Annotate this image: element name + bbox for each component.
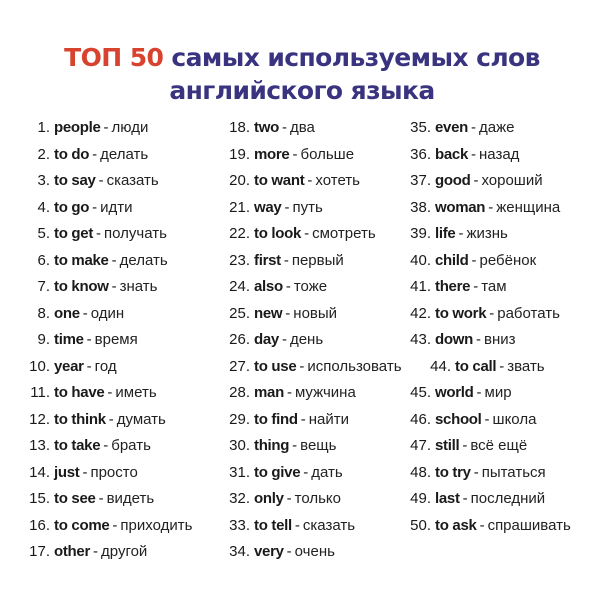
russian-translation: мужчина [294, 384, 356, 401]
entry-number: 40. [410, 251, 431, 269]
russian-translation: два [289, 119, 315, 136]
word-entry [405, 513, 571, 540]
dash-separator: - [476, 384, 482, 401]
dash-separator: - [473, 278, 479, 295]
russian-translation: путь [292, 198, 323, 216]
english-word: last [435, 490, 460, 507]
word-entry [405, 433, 571, 460]
dash-separator: - [112, 516, 118, 534]
russian-translation: иметь [115, 384, 157, 401]
entry-number: 34. [229, 543, 250, 560]
russian-translation: время [94, 331, 138, 348]
dash-separator: - [96, 225, 102, 242]
entry-number: 24. [229, 278, 250, 295]
dash-separator: - [103, 437, 109, 454]
english-word: school [435, 410, 482, 428]
english-word: just [54, 463, 80, 481]
page-title [0, 41, 604, 107]
dash-separator: - [299, 357, 305, 375]
word-entry [405, 142, 571, 169]
english-word: to find [254, 410, 298, 428]
word-entry [224, 354, 402, 381]
word-entry [24, 539, 192, 566]
word-entry [405, 486, 571, 513]
dash-separator: - [93, 543, 99, 560]
entry-number: 3. [37, 172, 50, 189]
russian-translation: хотеть [315, 172, 360, 189]
english-word: to look [254, 225, 302, 242]
entry-number: 19. [229, 145, 250, 163]
english-word: good [435, 172, 471, 189]
russian-translation: день [289, 331, 324, 348]
word-entry [405, 274, 571, 301]
dash-separator: - [488, 198, 494, 216]
english-word: still [435, 437, 460, 454]
entry-number: 8. [37, 304, 50, 322]
word-entry [24, 407, 192, 434]
russian-translation: знать [119, 278, 158, 295]
word-entry [224, 327, 402, 354]
word-column-2 [224, 115, 402, 566]
entry-number: 29. [229, 410, 250, 428]
word-entry [24, 433, 192, 460]
dash-separator: - [82, 463, 88, 481]
entry-number: 27. [229, 357, 250, 375]
title-line-2: английского языка [169, 75, 435, 105]
entry-number: 7. [37, 278, 50, 295]
english-word: back [435, 145, 468, 163]
dash-separator: - [281, 119, 287, 136]
dash-separator: - [103, 119, 109, 136]
english-word: to tell [254, 516, 292, 534]
english-word: other [54, 543, 91, 560]
entry-number: 10. [29, 357, 50, 375]
entry-number: 33. [229, 516, 250, 534]
dash-separator: - [285, 304, 291, 322]
dash-separator: - [111, 278, 117, 295]
dash-separator: - [471, 251, 477, 269]
dash-separator: - [475, 331, 481, 348]
entry-number: 36. [410, 145, 431, 163]
entry-number: 35. [410, 119, 431, 136]
english-word: only [254, 490, 284, 507]
russian-translation: там [481, 278, 507, 295]
english-word: to come [54, 516, 110, 534]
dash-separator: - [92, 198, 98, 216]
dash-separator: - [479, 516, 485, 534]
russian-translation: идти [100, 198, 133, 216]
english-word: to want [254, 172, 305, 189]
english-word: to say [54, 172, 96, 189]
entry-number: 44. [430, 357, 451, 375]
entry-number: 37. [410, 172, 431, 189]
english-word: first [254, 251, 281, 269]
russian-translation: год [94, 357, 117, 375]
word-entry [405, 168, 571, 195]
word-entry [224, 274, 402, 301]
english-word: way [254, 198, 282, 216]
russian-translation: сказать [106, 172, 159, 189]
dash-separator: - [473, 463, 479, 481]
entry-number: 18. [229, 119, 250, 136]
entry-number: 12. [29, 410, 50, 428]
english-word: down [435, 331, 473, 348]
russian-translation: делать [119, 251, 168, 269]
word-entry [224, 301, 402, 328]
word-entry [24, 380, 192, 407]
russian-translation: звать [507, 357, 545, 375]
dash-separator: - [98, 490, 104, 507]
word-entry [24, 301, 192, 328]
entry-number: 48. [410, 463, 431, 481]
word-entry [224, 407, 402, 434]
entry-number: 15. [29, 490, 50, 507]
word-entry [224, 248, 402, 275]
english-word: to have [54, 384, 105, 401]
dash-separator: - [300, 410, 306, 428]
dash-separator: - [292, 145, 298, 163]
entry-number: 49. [410, 490, 431, 507]
word-entry [405, 407, 571, 434]
word-entry [24, 115, 192, 142]
english-word: thing [254, 437, 290, 454]
word-entry [224, 486, 402, 513]
dash-separator: - [471, 145, 476, 163]
dash-separator: - [86, 331, 92, 348]
english-word: world [435, 384, 474, 401]
entry-number: 38. [410, 198, 431, 216]
russian-translation: первый [291, 251, 344, 269]
entry-number: 1. [37, 119, 50, 136]
russian-translation: женщина [496, 198, 561, 216]
russian-translation: брать [111, 437, 151, 454]
entry-number: 41. [410, 278, 431, 295]
russian-translation: школа [492, 410, 537, 428]
entry-number: 13. [29, 437, 50, 454]
dash-separator: - [307, 172, 313, 189]
dash-separator: - [458, 225, 464, 242]
dash-separator: - [499, 357, 505, 375]
dash-separator: - [86, 357, 92, 375]
entry-number: 17. [29, 543, 50, 560]
english-word: day [254, 331, 279, 348]
russian-translation: ребёнок [479, 251, 537, 269]
word-entry [24, 221, 192, 248]
word-entry [425, 354, 571, 381]
russian-translation: смотреть [312, 225, 376, 242]
word-entry [405, 327, 571, 354]
russian-translation: видеть [106, 490, 155, 507]
dash-separator: - [484, 410, 490, 428]
english-word: very [254, 543, 284, 560]
word-entry [224, 221, 402, 248]
russian-translation: очень [294, 543, 335, 560]
entry-number: 28. [229, 384, 250, 401]
word-entry [24, 486, 192, 513]
russian-translation: только [294, 490, 341, 507]
english-word: man [254, 384, 284, 401]
english-word: people [54, 119, 101, 136]
russian-translation: тоже [293, 278, 328, 295]
russian-translation: люди [111, 119, 149, 136]
dash-separator: - [108, 410, 114, 428]
entry-number: 42. [410, 304, 431, 322]
russian-translation: получать [104, 225, 167, 242]
entry-number: 9. [37, 331, 50, 348]
russian-translation: последний [470, 490, 546, 507]
russian-translation: сказать [302, 516, 356, 534]
title-accent: ТОП 50 [64, 42, 164, 72]
entry-number: 5. [37, 225, 50, 242]
word-entry [224, 433, 402, 460]
russian-translation: хороший [481, 172, 543, 189]
english-word: one [54, 304, 80, 322]
entry-number: 11. [30, 384, 50, 401]
english-word: two [254, 119, 279, 136]
dash-separator: - [286, 543, 292, 560]
entry-number: 26. [229, 331, 250, 348]
russian-translation: один [90, 304, 125, 322]
entry-number: 21. [229, 198, 250, 216]
word-entry [405, 380, 571, 407]
entry-number: 50. [410, 516, 431, 534]
english-word: more [254, 145, 290, 163]
dash-separator: - [283, 251, 289, 269]
english-word: to take [54, 437, 101, 454]
word-entry [24, 168, 192, 195]
entry-number: 4. [37, 198, 50, 216]
dash-separator: - [92, 145, 98, 163]
russian-translation: думать [116, 410, 166, 428]
english-word: to think [54, 410, 106, 428]
english-word: to do [54, 145, 90, 163]
entry-number: 6. [37, 251, 50, 269]
english-word: even [435, 119, 468, 136]
english-word: to get [54, 225, 94, 242]
dash-separator: - [294, 516, 300, 534]
russian-translation: использовать [307, 357, 402, 375]
dash-separator: - [286, 384, 292, 401]
word-entry [24, 195, 192, 222]
russian-translation: вниз [483, 331, 516, 348]
word-entry [224, 513, 402, 540]
word-entry [24, 142, 192, 169]
word-entry [224, 380, 402, 407]
dash-separator: - [489, 304, 495, 322]
english-word: to make [54, 251, 109, 269]
word-entry [405, 301, 571, 328]
word-entry [405, 115, 571, 142]
word-entry [24, 274, 192, 301]
word-entry [224, 195, 402, 222]
russian-translation: новый [293, 304, 338, 322]
russian-translation: просто [90, 463, 138, 481]
russian-translation: другой [101, 543, 148, 560]
english-word: to ask [435, 516, 477, 534]
entry-number: 2. [37, 145, 50, 163]
dash-separator: - [285, 278, 291, 295]
russian-translation: найти [308, 410, 349, 428]
english-word: time [54, 331, 84, 348]
english-word: woman [435, 198, 486, 216]
entry-number: 14. [29, 463, 50, 481]
word-entry [224, 142, 402, 169]
english-word: to go [54, 198, 90, 216]
english-word: child [435, 251, 469, 269]
english-word: life [435, 225, 456, 242]
dash-separator: - [471, 119, 476, 136]
english-word: also [254, 278, 283, 295]
english-word: to see [54, 490, 96, 507]
word-entry [224, 539, 402, 566]
english-word: to use [254, 357, 297, 375]
entry-number: 23. [229, 251, 250, 269]
russian-translation: больше [300, 145, 355, 163]
word-entry [224, 460, 402, 487]
dash-separator: - [82, 304, 88, 322]
dash-separator: - [98, 172, 104, 189]
entry-number: 22. [229, 225, 250, 242]
english-word: year [54, 357, 84, 375]
dash-separator: - [462, 490, 468, 507]
entry-number: 45. [410, 384, 431, 401]
dash-separator: - [304, 225, 310, 242]
dash-separator: - [473, 172, 479, 189]
entry-number: 31. [229, 463, 250, 481]
english-word: to work [435, 304, 487, 322]
russian-translation: всё ещё [470, 437, 528, 454]
dash-separator: - [111, 251, 117, 269]
dash-separator: - [462, 437, 468, 454]
english-word: to know [54, 278, 109, 295]
english-word: to call [455, 357, 497, 375]
entry-number: 32. [229, 490, 250, 507]
entry-number: 30. [229, 437, 250, 454]
word-entry [24, 354, 192, 381]
entry-number: 25. [229, 304, 250, 322]
word-entry [405, 221, 571, 248]
english-word: new [254, 304, 283, 322]
word-entry [405, 195, 571, 222]
russian-translation: мир [484, 384, 512, 401]
russian-translation: даже [479, 119, 515, 136]
russian-translation: делать [100, 145, 149, 163]
title-line-1 [0, 41, 604, 74]
dash-separator: - [107, 384, 113, 401]
english-word: there [435, 278, 471, 295]
word-entry [24, 460, 192, 487]
entry-number: 43. [410, 331, 431, 348]
entry-number: 16. [29, 516, 50, 534]
dash-separator: - [286, 490, 292, 507]
dash-separator: - [281, 331, 287, 348]
russian-translation: работать [497, 304, 560, 322]
entry-number: 39. [410, 225, 431, 242]
word-entry [24, 327, 192, 354]
word-entry [405, 248, 571, 275]
russian-translation: спрашивать [487, 516, 571, 534]
russian-translation: приходить [120, 516, 193, 534]
word-column-1 [24, 115, 192, 566]
entry-number: 46. [410, 410, 431, 428]
dash-separator: - [284, 198, 290, 216]
russian-translation: назад [479, 145, 520, 163]
entry-number: 20. [229, 172, 250, 189]
title-rest: самых используемых слов [163, 42, 540, 72]
word-entry [224, 115, 402, 142]
russian-translation: вещь [300, 437, 337, 454]
word-column-3 [405, 115, 571, 539]
word-entry [405, 460, 571, 487]
russian-translation: дать [311, 463, 343, 481]
dash-separator: - [292, 437, 298, 454]
russian-translation: жизнь [466, 225, 508, 242]
word-entry [24, 248, 192, 275]
dash-separator: - [303, 463, 309, 481]
word-entry [24, 513, 192, 540]
english-word: to try [435, 463, 471, 481]
english-word: to give [254, 463, 301, 481]
russian-translation: пытаться [481, 463, 546, 481]
word-entry [224, 168, 402, 195]
entry-number: 47. [410, 437, 431, 454]
